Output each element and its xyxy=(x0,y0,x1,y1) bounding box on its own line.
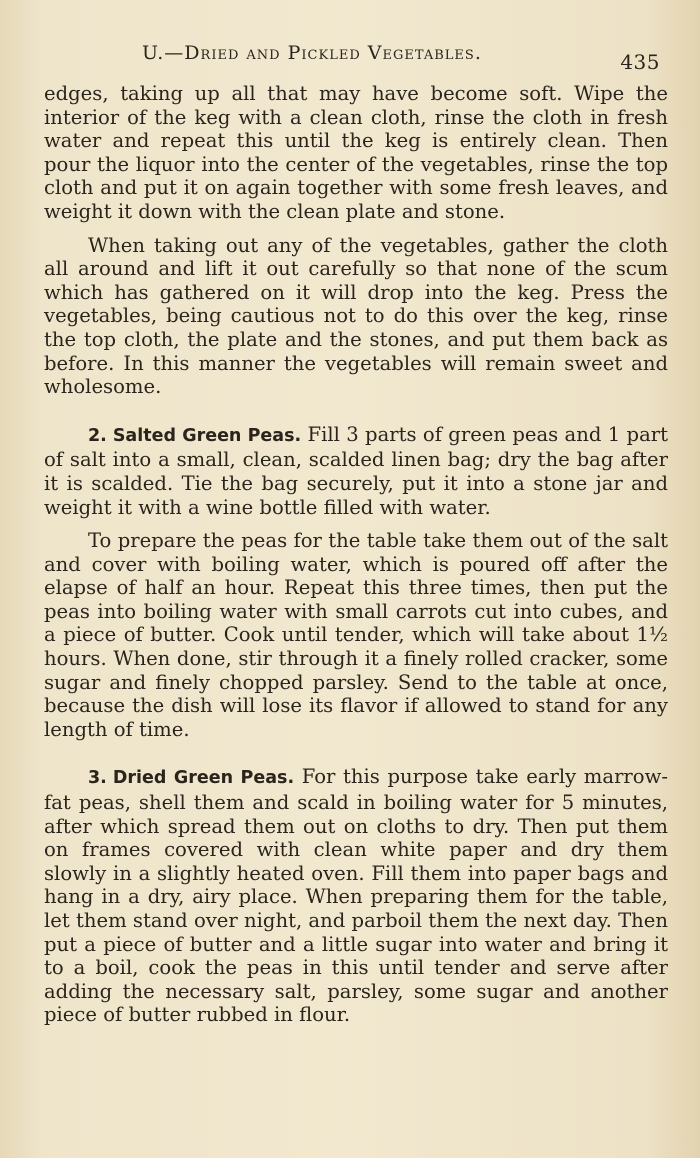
section-number: 2. xyxy=(88,425,107,446)
section-dried-green-peas xyxy=(44,765,668,1027)
section-text: For this purpose take early marrow-fat peas, shell them and scald in boiling water for 5 minutes, after which spread them out on cloths to dry. Then put them on frames covered with clean white paper and dry them slowly in a slightly heated oven. Fill them into paper bags and hang in a dry, airy place. When preparing them for the table, let them stand over night, and parboil them the next day. Then put a piece of butter and a little sugar into water and bring it to a boil, cook the peas in this until tender and serve after adding the necessary salt, parsley, some sugar and another piece of butter rubbed in flour. xyxy=(44,765,668,1027)
page-number: 435 xyxy=(620,50,660,74)
section-heading: Dried Green Peas. xyxy=(112,768,295,789)
paragraph-prepare-peas: To prepare the peas for the table take them out of the salt and cover with boiling water, which is poured off after the elapse of half an hour. Repeat this three times, then put the peas into boiling water with small carrots cut into cubes, and a piece of butter. Cook until tender, which will take about 1½ hours. When done, stir through it a finely rolled cracker, some sugar and finely chopped parsley. Send to the table at once, because the dish will lose its flavor if allowed to stand for any length of time. xyxy=(44,529,668,741)
running-header xyxy=(46,38,660,78)
section-heading: Salted Green Peas. xyxy=(112,425,302,446)
section-salted-green-peas xyxy=(44,423,668,519)
section-text: Fill 3 parts of green peas and 1 part of salt into a small, clean, scalded linen bag; dry the bag after it is scalded. Tie the bag securely, put it into a stone jar and weight it with a wine bottle filled with water. xyxy=(44,422,669,519)
page-body xyxy=(44,82,668,1027)
section-number: 3. xyxy=(88,768,107,789)
paragraph-continued: edges, taking up all that may have become soft. Wipe the interior of the keg with a clean cloth, rinse the cloth in fresh water and repeat this until the keg is entirely clean. Then pour the liquor into the center of the vegetables, rinse the top cloth and put it on again together with some fresh leaves, and weight it down with the clean plate and stone. xyxy=(44,82,668,223)
paragraph-taking-out: When taking out any of the vegetables, gather the cloth all around and lift it out carefully so that none of the scum which has gathered on it will drop into the keg. Press the vegetables, being cautious not to do this over the keg, rinse the top cloth, the plate and the stones, and put them back as before. In this manner the vegetables will remain sweet and wholesome. xyxy=(44,233,668,399)
chapter-title: U.—Dried and Pickled Vegetables. xyxy=(142,42,482,64)
